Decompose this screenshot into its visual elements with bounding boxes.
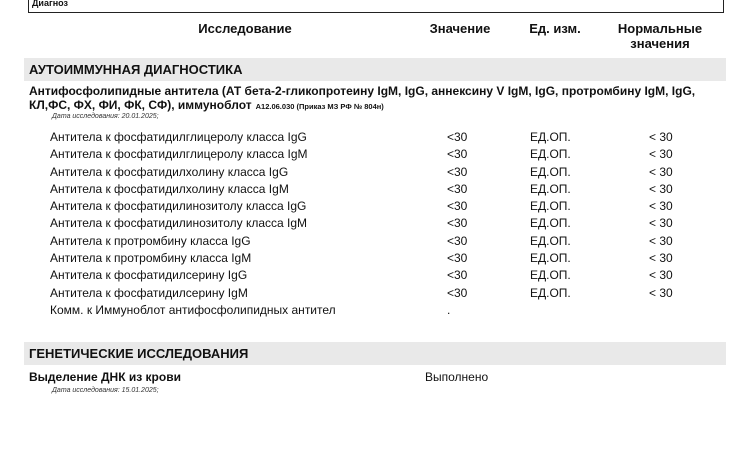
cell-name: Антитела к фосфатидилглицеролу класса IgG <box>50 130 307 144</box>
cell-unit: ЕД.ОП. <box>530 199 571 214</box>
cell-name: Антитела к фосфатидилинозитолу класса IgM <box>50 216 308 231</box>
header-value: Значение <box>429 21 491 36</box>
test-title-dna: Выделение ДНК из крови <box>29 370 181 384</box>
diagnosis-label: Диагноз <box>32 0 68 8</box>
cell-unit: ЕД.ОП. <box>530 251 571 266</box>
cell-norm: < 30 <box>649 181 673 196</box>
cell-value: <30 <box>447 268 468 283</box>
cell-unit: ЕД.ОП. <box>530 164 571 179</box>
cell-norm: < 30 <box>649 251 673 266</box>
cell-name: Антитела к протромбину класса IgG <box>50 233 251 248</box>
cell-value: <30 <box>447 199 468 214</box>
cell-value: <30 <box>447 251 468 266</box>
section-genetic: ГЕНЕТИЧЕСКИЕ ИССЛЕДОВАНИЯ <box>24 342 726 365</box>
cell-norm: < 30 <box>649 130 673 144</box>
test-title-text: Антифосфолипидные антитела (АТ бета-2-гликопротеину IgM, IgG, аннексину V IgM, IgG, протромбину IgM, IgG, КЛ,ФС, ФХ, ФИ, ФК, СФ), иммуноблот <box>29 84 696 112</box>
table-row <box>0 198 750 215</box>
cell-norm: < 30 <box>649 147 673 162</box>
table-row <box>0 250 750 267</box>
table-row <box>0 267 750 284</box>
cell-name: Антитела к фосфатидилсерину IgG <box>50 268 248 283</box>
cell-name: Антитела к фосфатидилхолину класса IgM <box>50 181 289 196</box>
test-code: A12.06.030 (Приказ МЗ РФ № 804н) <box>255 102 384 111</box>
cell-value: <30 <box>447 233 468 248</box>
table-row <box>0 285 750 302</box>
cell-name: Антитела к фосфатидилсерину IgM <box>50 285 248 300</box>
table-row <box>0 181 750 198</box>
cell-norm: < 30 <box>649 164 673 179</box>
cell-value: <30 <box>447 181 468 196</box>
header-unit: Ед. изм. <box>529 21 581 36</box>
cell-name: Комм. к Иммуноблот антифосфолипидных антител <box>50 302 336 317</box>
test-result-dna: Выполнено <box>425 370 489 384</box>
cell-unit: ЕД.ОП. <box>530 233 571 248</box>
cell-unit: ЕД.ОП. <box>530 216 571 231</box>
cell-unit: ЕД.ОП. <box>530 285 571 300</box>
table-row <box>0 215 750 232</box>
test-title-antiphospholipid <box>29 84 729 114</box>
cell-norm: < 30 <box>649 199 673 214</box>
cell-name: Антитела к фосфатидилглицеролу класса IgM <box>50 147 308 162</box>
study-date-dna: Дата исследования: 15.01.2025; <box>52 387 159 394</box>
cell-value: <30 <box>447 130 468 144</box>
cell-unit: ЕД.ОП. <box>530 268 571 283</box>
diagnosis-box <box>28 0 724 13</box>
table-row <box>0 233 750 250</box>
table-row <box>0 129 750 146</box>
header-normal-line2: значения <box>630 36 690 51</box>
table-row <box>0 164 750 181</box>
table-row <box>0 146 750 163</box>
cell-norm: < 30 <box>649 268 673 283</box>
cell-norm: < 30 <box>649 216 673 231</box>
header-normal-values <box>605 21 715 51</box>
cell-name: Антитела к фосфатидилхолину класса IgG <box>50 164 289 179</box>
cell-value: <30 <box>447 147 468 162</box>
cell-value: <30 <box>447 164 468 179</box>
cell-unit: ЕД.ОП. <box>530 181 571 196</box>
cell-name: Антитела к протромбину класса IgM <box>50 251 252 266</box>
cell-value: . <box>447 302 451 317</box>
cell-unit: ЕД.ОП. <box>530 147 571 162</box>
section-autoimmune: АУТОИММУННАЯ ДИАГНОСТИКА <box>24 58 726 81</box>
cell-norm: < 30 <box>649 233 673 248</box>
header-normal-line1: Нормальные <box>617 21 703 36</box>
header-study: Исследование <box>198 21 292 36</box>
study-date: Дата исследования: 20.01.2025; <box>52 113 159 120</box>
cell-norm: < 30 <box>649 285 673 300</box>
cell-value: <30 <box>447 285 468 300</box>
cell-unit: ЕД.ОП. <box>530 130 571 144</box>
cell-value: <30 <box>447 216 468 231</box>
table-row <box>0 302 750 319</box>
results-table <box>0 129 750 319</box>
cell-name: Антитела к фосфатидилинозитолу класса IgG <box>50 199 307 214</box>
